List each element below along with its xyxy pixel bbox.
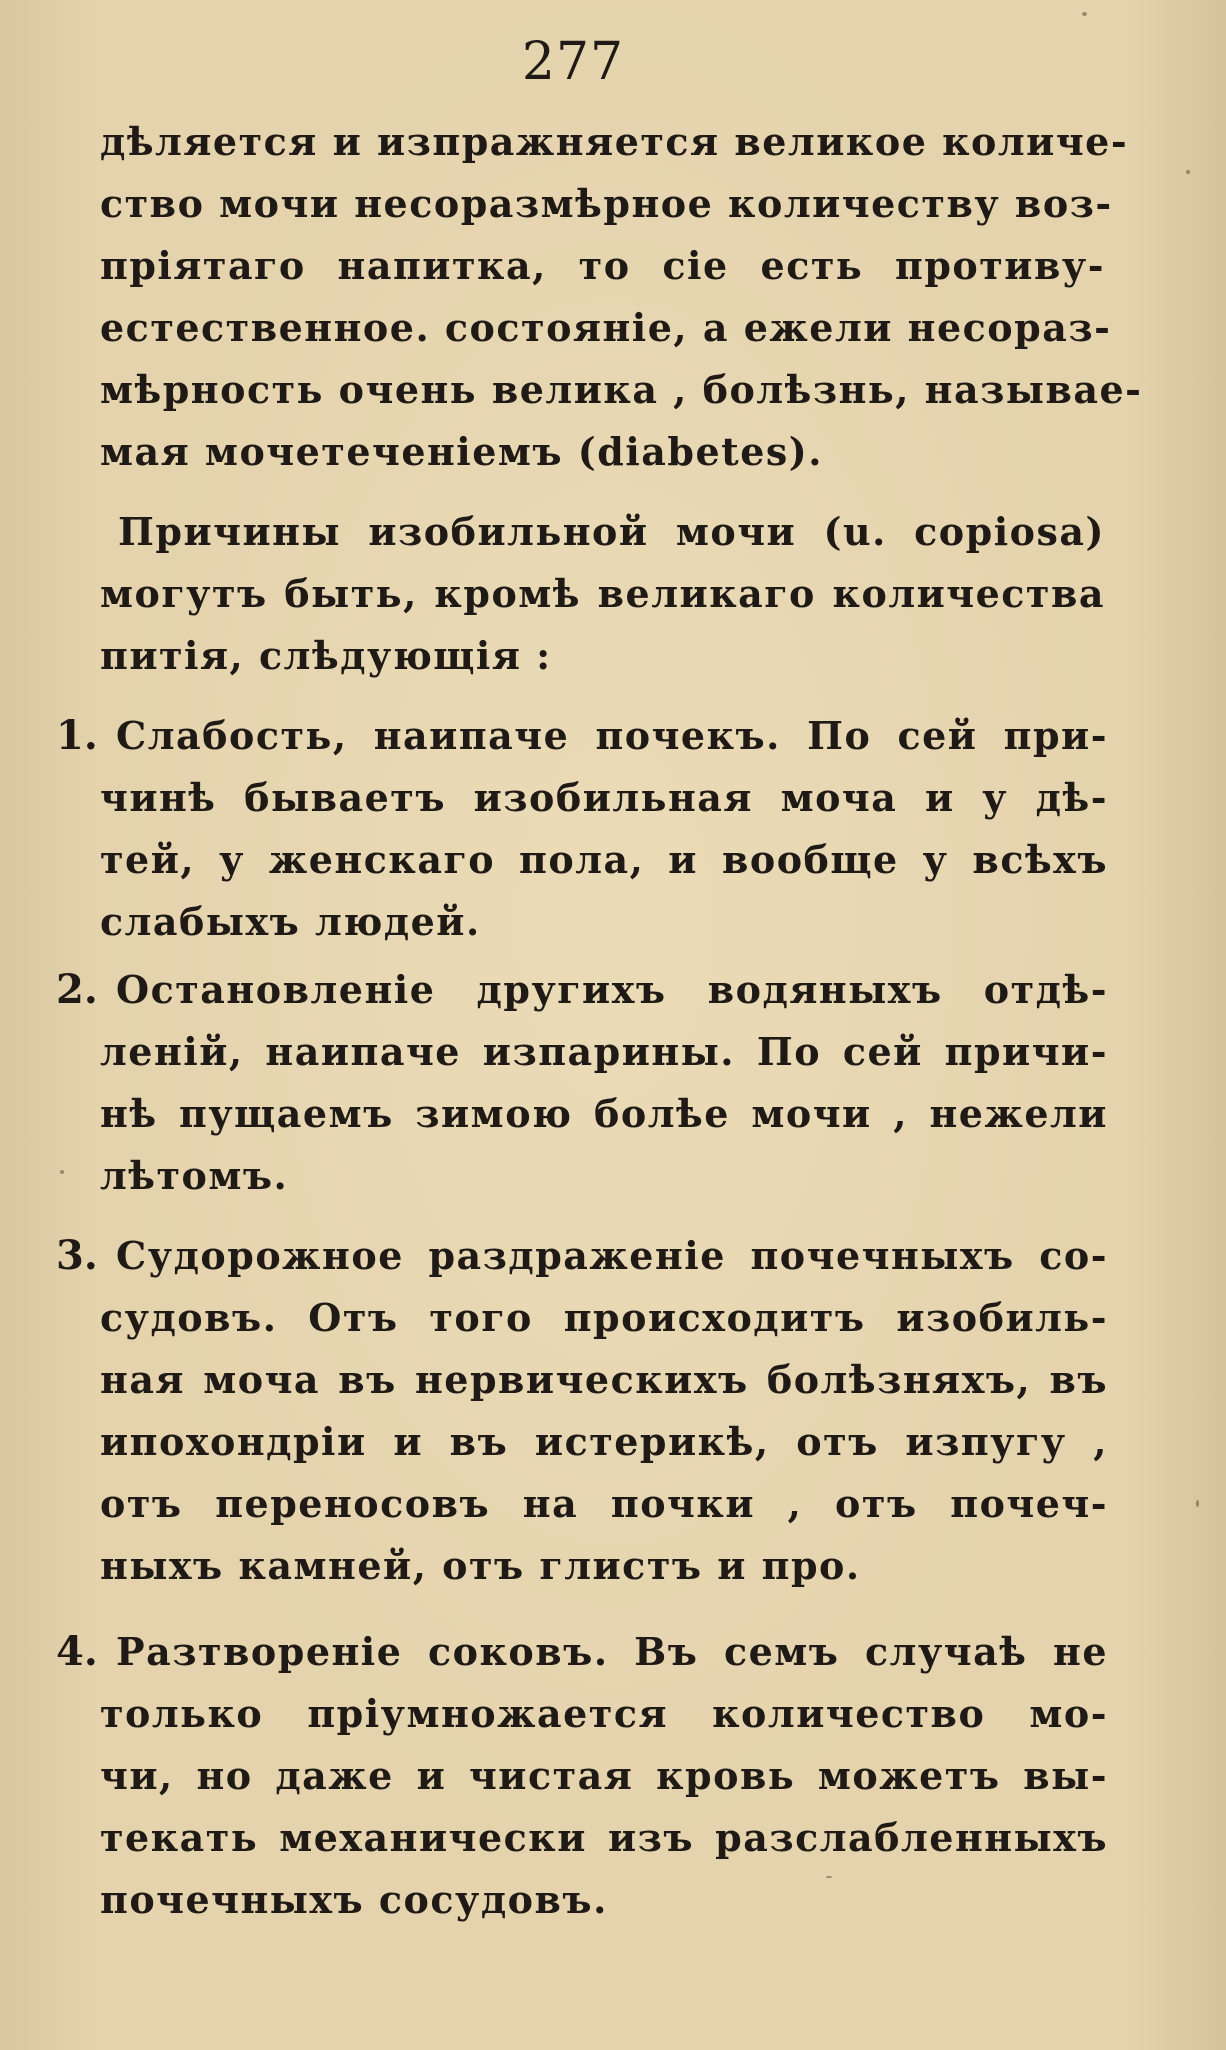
list-item-number: 1. xyxy=(56,712,98,759)
list-item-line: только пріумножается количество мо- xyxy=(100,1691,1108,1736)
list-item-line: Остановленіе другихъ водяныхъ отдѣ- xyxy=(116,967,1108,1012)
list-item-number: 3. xyxy=(56,1232,98,1279)
text-line: дѣляется и изпражняется великое количе- xyxy=(100,119,1129,164)
paper-speck xyxy=(1186,170,1190,174)
text-line: естественное. состояніе, а ежели несораз- xyxy=(100,305,1112,350)
list-item-line: ная моча въ нервическихъ болѣзняхъ, въ xyxy=(100,1357,1108,1402)
paper-speck xyxy=(1196,1500,1199,1507)
list-item-line: тей, у женскаго пола, и вообще у всѣхъ xyxy=(100,837,1108,882)
paper-speck xyxy=(1082,12,1087,16)
list-item-number: 2. xyxy=(56,966,98,1013)
list-item-line: Судорожное раздраженіе почечныхъ со- xyxy=(116,1233,1108,1278)
text-line: питія, слѣдующія : xyxy=(100,633,552,678)
text-line: мая мочетеченіемъ (diabetes). xyxy=(100,429,823,474)
list-item-line: нѣ пущаемъ зимою болѣе мочи , нежели xyxy=(100,1091,1108,1136)
text-line: могутъ быть, кромѣ великаго количества xyxy=(100,571,1105,616)
list-item-line: текать механически изъ разслабленныхъ xyxy=(100,1815,1108,1860)
list-item-line: чи, но даже и чистая кровь можетъ вы- xyxy=(100,1753,1108,1798)
list-item-line: ныхъ камней, отъ глистъ и про. xyxy=(100,1543,861,1588)
paper-speck xyxy=(60,1170,64,1174)
text-line: ство мочи несоразмѣрное количеству воз- xyxy=(100,181,1113,226)
list-item-line: лѣтомъ. xyxy=(100,1153,289,1198)
text-line: Причины изобильной мочи (u. copiosa) xyxy=(118,509,1105,554)
list-item-line: судовъ. Отъ того происходитъ изобиль- xyxy=(100,1295,1108,1340)
list-item-line: леній, наипаче изпарины. По сей причи- xyxy=(100,1029,1108,1074)
list-item-line: слабыхъ людей. xyxy=(100,899,481,944)
list-item-line: Слабость, наипаче почекъ. По сей при- xyxy=(116,713,1108,758)
list-item-number: 4. xyxy=(56,1628,98,1675)
text-line: пріятаго напитка, то сіе есть противу- xyxy=(100,243,1105,288)
list-item-line: Разтвореніе соковъ. Въ семъ случаѣ не xyxy=(116,1629,1108,1674)
paper-speck xyxy=(826,1876,832,1878)
text-line: мѣрность очень велика , болѣзнь, называе- xyxy=(100,367,1143,412)
list-item-line: ипохондріи и въ истерикѣ, отъ изпугу , xyxy=(100,1419,1108,1464)
page-number: 277 xyxy=(521,32,625,92)
list-item-line: почечныхъ сосудовъ. xyxy=(100,1877,608,1922)
list-item-line: отъ переносовъ на почки , отъ почеч- xyxy=(100,1481,1108,1526)
list-item-line: чинѣ бываетъ изобильная моча и у дѣ- xyxy=(100,775,1108,820)
